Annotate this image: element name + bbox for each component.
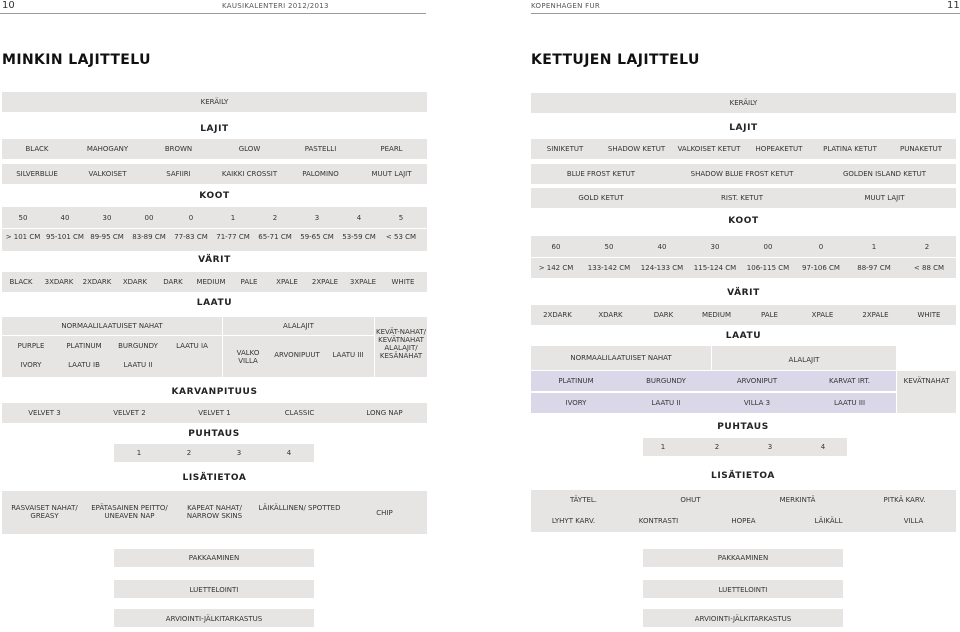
mink-laatu-kevat: KEVÄT-NAHAT/ KEVÄTNAHAT ALALAJIT/ KESÄNAHAT: [376, 328, 426, 361]
mink-lajit-crossit: KAIKKI CROSSIT: [221, 170, 278, 178]
mink-koot-codes: [2, 214, 427, 224]
fox-lisa-ohut: OHUT: [680, 496, 701, 504]
fox-lisa-lyhyt: LYHYT KARV.: [551, 517, 596, 525]
mink-koot-code: 2: [272, 214, 278, 222]
mink-laatu-burgundy: BURGUNDY: [118, 342, 158, 350]
left-running-title: KAUSIKALENTERI 2012/2013: [222, 2, 329, 10]
mink-koot-size: 77-83 CM: [174, 233, 208, 241]
mink-varit-item: XDARK: [122, 278, 148, 286]
fox-koot-size: 88-97 CM: [857, 264, 891, 272]
mink-karv-classic: CLASSIC: [284, 409, 315, 417]
fox-pakkaaminen: PAKKAAMINEN: [717, 554, 769, 562]
mink-lajit-glow: GLOW: [238, 145, 261, 153]
fox-lisa-taytel: TÄYTEL.: [569, 496, 598, 504]
mink-koot-code: 30: [102, 214, 112, 222]
fox-koot-code: 50: [604, 243, 614, 251]
fox-koot-size: 124-133 CM: [640, 264, 684, 272]
mink-title: MINKIN LAJITTELU: [2, 52, 151, 68]
mink-varit-item: PALE: [240, 278, 258, 286]
fox-lajit-heading: LAJIT: [729, 123, 758, 133]
fox-lajit-bluefrost: BLUE FROST KETUT: [566, 170, 636, 178]
mink-lisa-spotted: LÄIKÄLLINEN/ SPOTTED: [258, 504, 341, 512]
fox-koot-size: 133-142 CM: [587, 264, 631, 272]
mink-koot-size: 95-101 CM: [46, 233, 84, 241]
fox-koot-code: 0: [818, 243, 824, 251]
fox-puhtaus-2: 2: [714, 443, 720, 451]
mink-karv-velvet2: VELVET 2: [113, 409, 146, 417]
mink-varit-item: BLACK: [9, 278, 33, 286]
fox-lajit-shadowbluefrost: SHADOW BLUE FROST KETUT: [690, 170, 794, 178]
mink-puhtaus-4: 4: [286, 449, 292, 457]
mink-varit-item: 2XPALE: [311, 278, 339, 286]
mink-laatu-ii: LAATU II: [123, 361, 153, 369]
mink-varit-heading: VÄRIT: [198, 255, 231, 265]
mink-koot-size: > 101 CM: [5, 233, 41, 241]
fox-puhtaus-heading: PUHTAUS: [717, 422, 769, 432]
mink-laatu-divider: [2, 335, 374, 336]
mink-koot-code: 1: [230, 214, 236, 222]
mink-karv-velvet3: VELVET 3: [28, 409, 61, 417]
page-header: [0, 0, 960, 14]
fox-lajit-gold: GOLD KETUT: [578, 194, 624, 202]
fox-koot-sizes: [531, 264, 956, 274]
fox-varit-heading: VÄRIT: [727, 288, 760, 298]
fox-lisatietoa-heading: LISÄTIETOA: [711, 471, 775, 481]
mink-koot-code: 3: [314, 214, 320, 222]
fox-laatu-ii: LAATU II: [651, 399, 681, 407]
fox-lisa-villa: VILLA: [903, 517, 924, 525]
mink-koot-divider: [2, 228, 427, 229]
mink-lisa-greasy: RASVAISET NAHAT/ GREASY: [11, 504, 78, 521]
fox-koot-size: > 142 CM: [538, 264, 574, 272]
fox-koot-code: 40: [657, 243, 667, 251]
mink-lisatietoa-heading: LISÄTIETOA: [182, 473, 247, 483]
mink-koot-size: 71-77 CM: [216, 233, 250, 241]
fox-varit-item: MEDIUM: [701, 311, 732, 319]
fox-puhtaus-1: 1: [660, 443, 666, 451]
mink-koot-size: 89-95 CM: [90, 233, 124, 241]
fox-koot-size: 115-124 CM: [693, 264, 737, 272]
fox-lajit-rist: RIST. KETUT: [721, 194, 763, 202]
fox-lisa-hopea: HOPEA: [731, 517, 756, 525]
mink-laatu-purple: PURPLE: [17, 342, 45, 350]
fox-koot-size: 106-115 CM: [746, 264, 790, 272]
mink-lajit-safiiri: SAFIIRI: [166, 170, 191, 178]
mink-varit-item: MEDIUM: [196, 278, 226, 286]
mink-puhtaus-heading: PUHTAUS: [188, 429, 240, 439]
right-running-title: KOPENHAGEN FUR: [531, 2, 601, 10]
mink-lajit-pastelli: PASTELLI: [304, 145, 337, 153]
mink-lajit-heading: LAJIT: [200, 124, 229, 134]
mink-lajit-pearl: PEARL: [380, 145, 403, 153]
fox-laatu-arvoniput: ARVONIPUT: [736, 377, 778, 385]
mink-koot-code: 00: [144, 214, 154, 222]
fox-laatu-karvat: KARVAT IRT.: [829, 377, 870, 385]
fox-varit-item: DARK: [653, 311, 674, 319]
mink-koot-size: 59-65 CM: [300, 233, 334, 241]
mink-koot-code: 4: [356, 214, 362, 222]
fox-arviointi: ARVIOINTI-JÄLKITARKASTUS: [694, 615, 792, 623]
fox-koot-code: 1: [871, 243, 877, 251]
mink-karvanpituus-heading: KARVANPITUUS: [171, 387, 258, 397]
mink-luettelointi: LUETTELOINTI: [189, 586, 239, 594]
fox-koot-code: 2: [924, 243, 930, 251]
fox-lajit-goldenisland: GOLDEN ISLAND KETUT: [842, 170, 926, 178]
mink-laatu-valko-villa: VALKO VILLA: [236, 349, 260, 366]
mink-laatu-ivory: IVORY: [20, 361, 42, 369]
fox-lajit-platina: PLATINA KETUT: [823, 145, 877, 153]
fox-koot-heading: KOOT: [728, 216, 759, 226]
fox-varit-item: PALE: [761, 311, 778, 319]
mink-koot-code: 5: [398, 214, 404, 222]
fox-laatu-kevat: KEVÄTNAHAT: [903, 377, 950, 385]
fox-puhtaus-4: 4: [820, 443, 826, 451]
mink-koot-sizes: [2, 233, 427, 243]
fox-varit-item: 2XPALE: [862, 311, 889, 319]
mink-lisa-chip: CHIP: [376, 509, 393, 517]
mink-laatu-normaali-label: NORMAALILAATUISET NAHAT: [61, 322, 163, 330]
mink-varit-item: 3XDARK: [44, 278, 74, 286]
mink-karv-longnap: LONG NAP: [366, 409, 403, 417]
mink-arviointi: ARVIOINTI-JÄLKITARKASTUS: [165, 615, 263, 623]
right-page-number: 11: [947, 0, 960, 11]
fox-varit-item: 2XDARK: [543, 311, 572, 319]
fox-koot-size: 97-106 CM: [802, 264, 840, 272]
mink-lajit-silverblue: SILVERBLUE: [16, 170, 58, 178]
mink-varit-item: WHITE: [391, 278, 415, 286]
mink-laatu-heading: LAATU: [196, 298, 233, 308]
mink-lajit-valkoiset: VALKOISET: [88, 170, 127, 178]
fox-varit-values: [531, 311, 956, 321]
fox-varit-item: WHITE: [917, 311, 941, 319]
fox-luettelointi: LUETTELOINTI: [718, 586, 768, 594]
mink-varit-item: XPALE: [276, 278, 298, 286]
mink-koot-size: 53-59 CM: [342, 233, 376, 241]
fox-koot-code: 30: [710, 243, 720, 251]
mink-laatu-alalajit-label: ALALAJIT: [283, 322, 314, 330]
fox-lajit-valkoiset: VALKOISET KETUT: [677, 145, 741, 153]
fox-laatu-heading: LAATU: [725, 331, 762, 341]
mink-varit-values: [2, 278, 427, 288]
fox-lisa-kontrasti: KONTRASTI: [638, 517, 679, 525]
fox-varit-item: XPALE: [811, 311, 834, 319]
mink-puhtaus-3: 3: [236, 449, 242, 457]
fox-lisa-pitka: PITKÄ KARV.: [883, 496, 926, 504]
mink-puhtaus-2: 2: [186, 449, 192, 457]
mink-laatu-ib: LAATU IB: [68, 361, 100, 369]
header-rule-left: [0, 13, 426, 14]
mink-varit-item: DARK: [163, 278, 183, 286]
fox-laatu-ivory: IVORY: [565, 399, 587, 407]
fox-koot-code: 00: [763, 243, 773, 251]
mink-lajit-palomino: PALOMINO: [302, 170, 339, 178]
mink-laatu-arvoniput: ARVONIPUUT: [274, 351, 320, 359]
fox-lajit-hopea: HOPEAKETUT: [755, 145, 803, 153]
left-page-number: 10: [2, 0, 15, 11]
mink-koot-size: 65-71 CM: [258, 233, 292, 241]
mink-koot-code: 40: [60, 214, 70, 222]
fox-puhtaus-3: 3: [767, 443, 773, 451]
fox-title: KETTUJEN LAJITTELU: [531, 52, 700, 68]
fox-laatu-burgundy: BURGUNDY: [646, 377, 686, 385]
mink-laatu-platinum: PLATINUM: [66, 342, 102, 350]
mink-pakkaaminen: PAKKAAMINEN: [188, 554, 240, 562]
fox-lajit-puna: PUNAKETUT: [899, 145, 943, 153]
fox-lajit-shadow: SHADOW KETUT: [607, 145, 666, 153]
fox-laatu-alalajit-label: ALALAJIT: [788, 356, 820, 364]
mink-keraily: KERÄILY: [200, 98, 229, 106]
header-rule-right: [531, 13, 960, 14]
fox-laatu-platinum: PLATINUM: [558, 377, 594, 385]
mink-koot-size: < 53 CM: [385, 233, 417, 241]
fox-koot-size: < 88 CM: [913, 264, 945, 272]
mink-karv-velvet1: VELVET 1: [198, 409, 231, 417]
mink-lajit-black: BLACK: [25, 145, 49, 153]
mink-varit-item: 3XPALE: [349, 278, 377, 286]
mink-lajit-muut: MUUT LAJIT: [371, 170, 412, 178]
mink-koot-size: 83-89 CM: [132, 233, 166, 241]
mink-lisa-narrow: KAPEAT NAHAT/ NARROW SKINS: [186, 504, 243, 521]
fox-keraily: KERÄILY: [729, 99, 758, 107]
mink-lajit-brown: BROWN: [164, 145, 193, 153]
mink-lisa-uneaven: EPÄTASAINEN PEITTO/ UNEAVEN NAP: [91, 504, 168, 521]
fox-varit-item: XDARK: [598, 311, 623, 319]
fox-koot-code: 60: [551, 243, 561, 251]
mink-koot-code: 0: [188, 214, 194, 222]
fox-lajit-siniketut: SINIKETUT: [546, 145, 584, 153]
mink-lajit-mahogany: MAHOGANY: [86, 145, 129, 153]
mink-laatu-iii: LAATU III: [332, 351, 364, 359]
mink-laatu-ia: LAATU IA: [176, 342, 208, 350]
mink-koot-code: 50: [18, 214, 28, 222]
mink-puhtaus-1: 1: [136, 449, 142, 457]
fox-laatu-villa3: VILLA 3: [743, 399, 771, 407]
fox-laatu-iii: LAATU III: [833, 399, 866, 407]
fox-lajit-muut: MUUT LAJIT: [864, 194, 905, 202]
mink-koot-heading: KOOT: [199, 191, 230, 201]
fox-lisa-merkinta: MERKINTÄ: [779, 496, 816, 504]
fox-koot-codes: [531, 243, 956, 253]
mink-varit-item: 2XDARK: [82, 278, 112, 286]
fox-lisa-laikall: LÄIKÄLL: [814, 517, 843, 525]
fox-koot-divider: [531, 257, 956, 258]
fox-laatu-normaali-label: NORMAALILAATUISET NAHAT: [570, 354, 672, 362]
